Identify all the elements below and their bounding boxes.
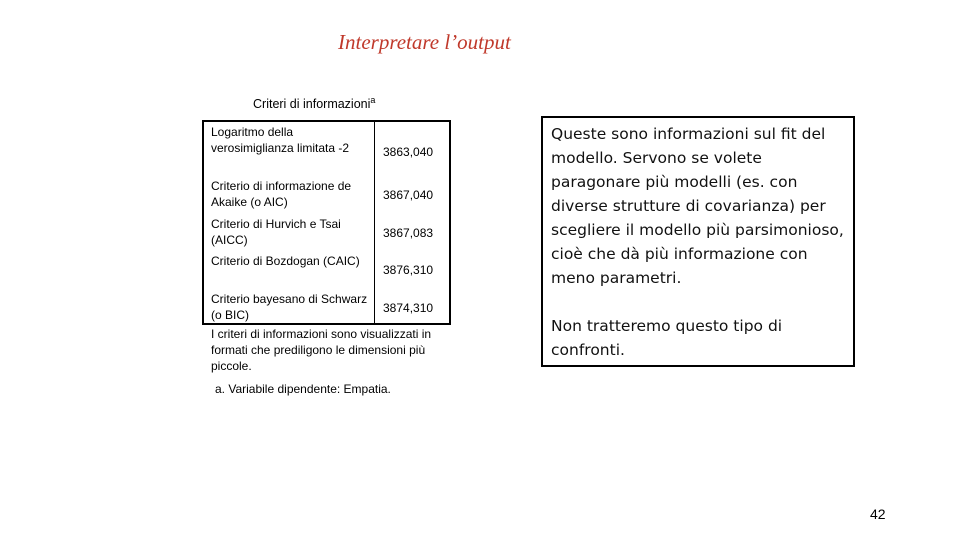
table-title	[253, 95, 375, 111]
table-row-value: 3867,040	[383, 188, 434, 202]
table-row-label: Criterio bayesano di Schwarz (o BIC)	[211, 292, 368, 322]
table-row-value: 3867,083	[383, 226, 434, 240]
table-title-text: Criteri di informazioni	[253, 97, 371, 112]
table-row-value: 3863,040	[383, 145, 434, 159]
table-footnote: a. Variabile dipendente: Empatia.	[215, 382, 391, 396]
table-row-label: Criterio di Bozdogan (CAIC)	[211, 254, 360, 268]
table-row-label: Logaritmo della verosimiglianza limitata -2	[211, 125, 350, 155]
explanation-textbox	[541, 116, 855, 367]
table-title-superscript: a	[370, 95, 376, 105]
page-number: 42	[870, 506, 886, 522]
explanation-paragraph: Queste sono informazioni sul fit del modello. Servono se volete paragonare più modelli (es. con diverse strutture di covarianza) per scegliere il modello più parsimonioso, cioè che dà più informazione con meno parametri.	[551, 125, 844, 287]
table-row-value: 3874,310	[383, 301, 434, 315]
table-note: I criteri di informazioni sono visualizzati in formati che prediligono le dimensioni più piccole.	[211, 327, 432, 373]
table-row-value: 3876,310	[383, 263, 434, 277]
table-row-label: Criterio di informazione de Akaike (o AIC)	[211, 179, 352, 209]
table-column-divider	[374, 122, 375, 323]
slide-title: Interpretare l’output	[338, 30, 511, 54]
explanation-paragraph: Non tratteremo questo tipo di confronti.	[551, 317, 783, 359]
table-row-label: Criterio di Hurvich e Tsai (AICC)	[211, 217, 341, 247]
information-criteria-table	[202, 120, 451, 325]
